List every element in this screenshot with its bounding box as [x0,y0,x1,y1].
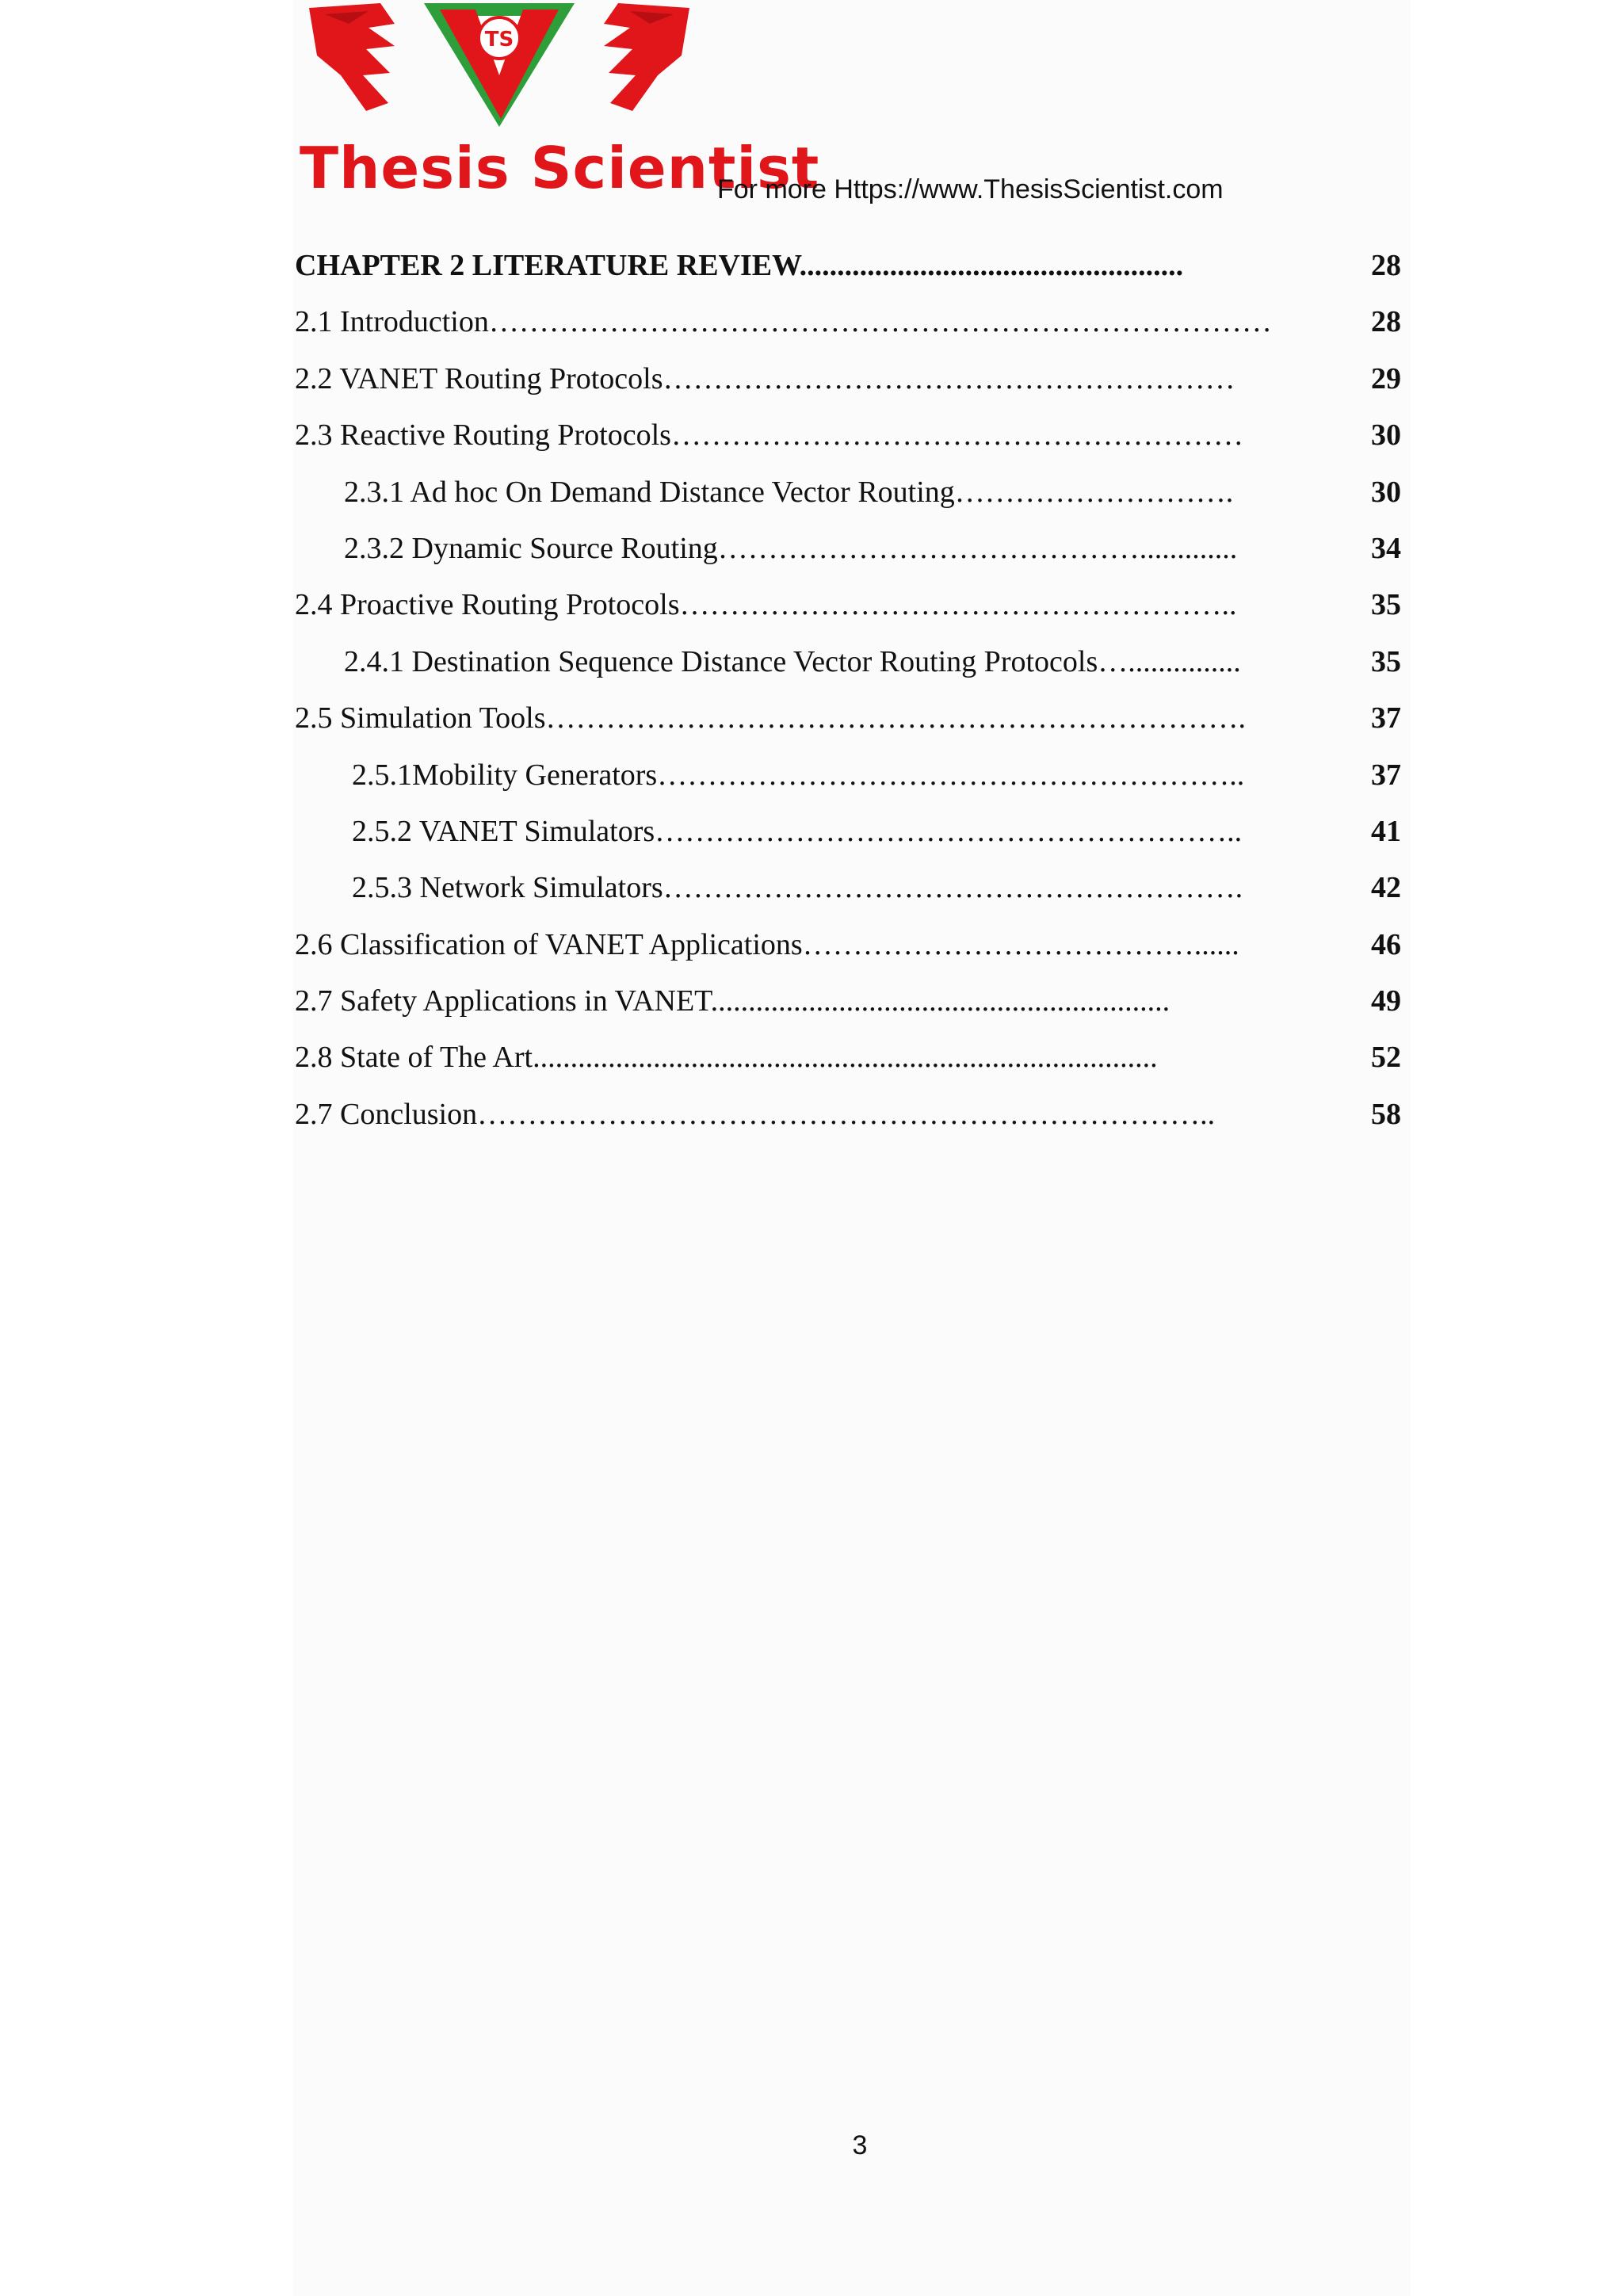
toc-entry-page: 37 [1371,758,1401,792]
toc-entry-2-5-2[interactable] [295,810,1412,866]
toc-entry-chapter-2[interactable] [295,244,1412,300]
toc-entry-title: 2.5.3 Network Simulators…………………………………………………. [352,871,1243,905]
toc-entry-2-4-1[interactable] [295,640,1412,697]
toc-entry-page: 34 [1371,531,1401,565]
toc-entry-title: CHAPTER 2 LITERATURE REVIEW................................................... [295,249,1184,282]
page-number: 3 [852,2130,868,2160]
toc-entry-2-8[interactable] [295,1036,1412,1092]
toc-entry-title: 2.3 Reactive Routing Protocols………………………………………………… [295,418,1243,453]
toc-entry-title: 2.5 Simulation Tools……………………………………………………………. [295,701,1247,735]
toc-entry-title: 2.3.1 Ad hoc On Demand Distance Vector Routing………………………. [344,475,1234,509]
toc-entry-title: 2.2 VANET Routing Protocols………………………………………………… [295,361,1235,395]
toc-entry-2-5[interactable] [295,697,1412,753]
toc-entry-title: 2.5.1Mobility Generators………………………………………………….. [352,758,1245,792]
toc-entry-2-5-3[interactable] [295,866,1412,923]
toc-entry-2-1[interactable] [295,300,1412,357]
toc-entry-page: 29 [1371,361,1401,395]
toc-entry-title: 2.7 Safety Applications in VANET............................................................. [295,984,1170,1018]
toc-entry-2-7-conclusion[interactable] [295,1093,1412,1149]
thesis-scientist-logo [293,0,820,214]
toc-entry-2-5-1[interactable] [295,754,1412,810]
table-of-contents [295,244,1412,1149]
toc-entry-page: 46 [1371,927,1401,961]
toc-entry-title: 2.8 State of The Art................................................................................... [295,1041,1158,1075]
toc-entry-title: 2.7 Conclusion……………………………………………………………….. [295,1097,1216,1131]
website-link-text[interactable]: For more Https://www.ThesisScientist.com [717,174,1224,204]
toc-entry-2-3-1[interactable] [295,471,1412,527]
toc-entry-page: 28 [1371,249,1401,282]
toc-entry-2-4[interactable] [295,583,1412,640]
toc-entry-page: 35 [1371,644,1401,678]
toc-entry-2-6[interactable] [295,923,1412,980]
toc-entry-page: 58 [1371,1097,1401,1131]
toc-entry-2-3[interactable] [295,414,1412,470]
toc-entry-2-2[interactable] [295,357,1412,414]
toc-entry-page: 49 [1371,984,1401,1018]
toc-entry-page: 28 [1371,305,1401,339]
toc-entry-title: 2.4.1 Destination Sequence Distance Vector Routing Protocols…............... [344,644,1241,678]
toc-entry-2-3-2[interactable] [295,527,1412,583]
toc-entry-page: 52 [1371,1041,1401,1075]
toc-entry-title: 2.3.2 Dynamic Source Routing……………………………………............. [344,531,1238,565]
toc-entry-title: 2.5.2 VANET Simulators………………………………………………….. [352,814,1243,848]
toc-entry-2-7-safety[interactable] [295,980,1412,1036]
toc-entry-page: 37 [1371,701,1401,735]
toc-entry-page: 35 [1371,588,1401,622]
svg-text:TS: TS [484,28,514,52]
toc-entry-title: 2.4 Proactive Routing Protocols……………………………………………….. [295,588,1237,622]
toc-entry-page: 41 [1371,814,1401,848]
toc-entry-title: 2.6 Classification of VANET Applications…………………………………...... [295,927,1239,961]
toc-entry-title: 2.1 Introduction…………………………………………………………………… [295,305,1272,339]
brand-name: Thesis Scientist [300,135,820,201]
toc-entry-page: 30 [1371,418,1401,453]
logo-emblem-icon [293,0,705,151]
toc-entry-page: 30 [1371,475,1401,509]
toc-entry-page: 42 [1371,871,1401,905]
